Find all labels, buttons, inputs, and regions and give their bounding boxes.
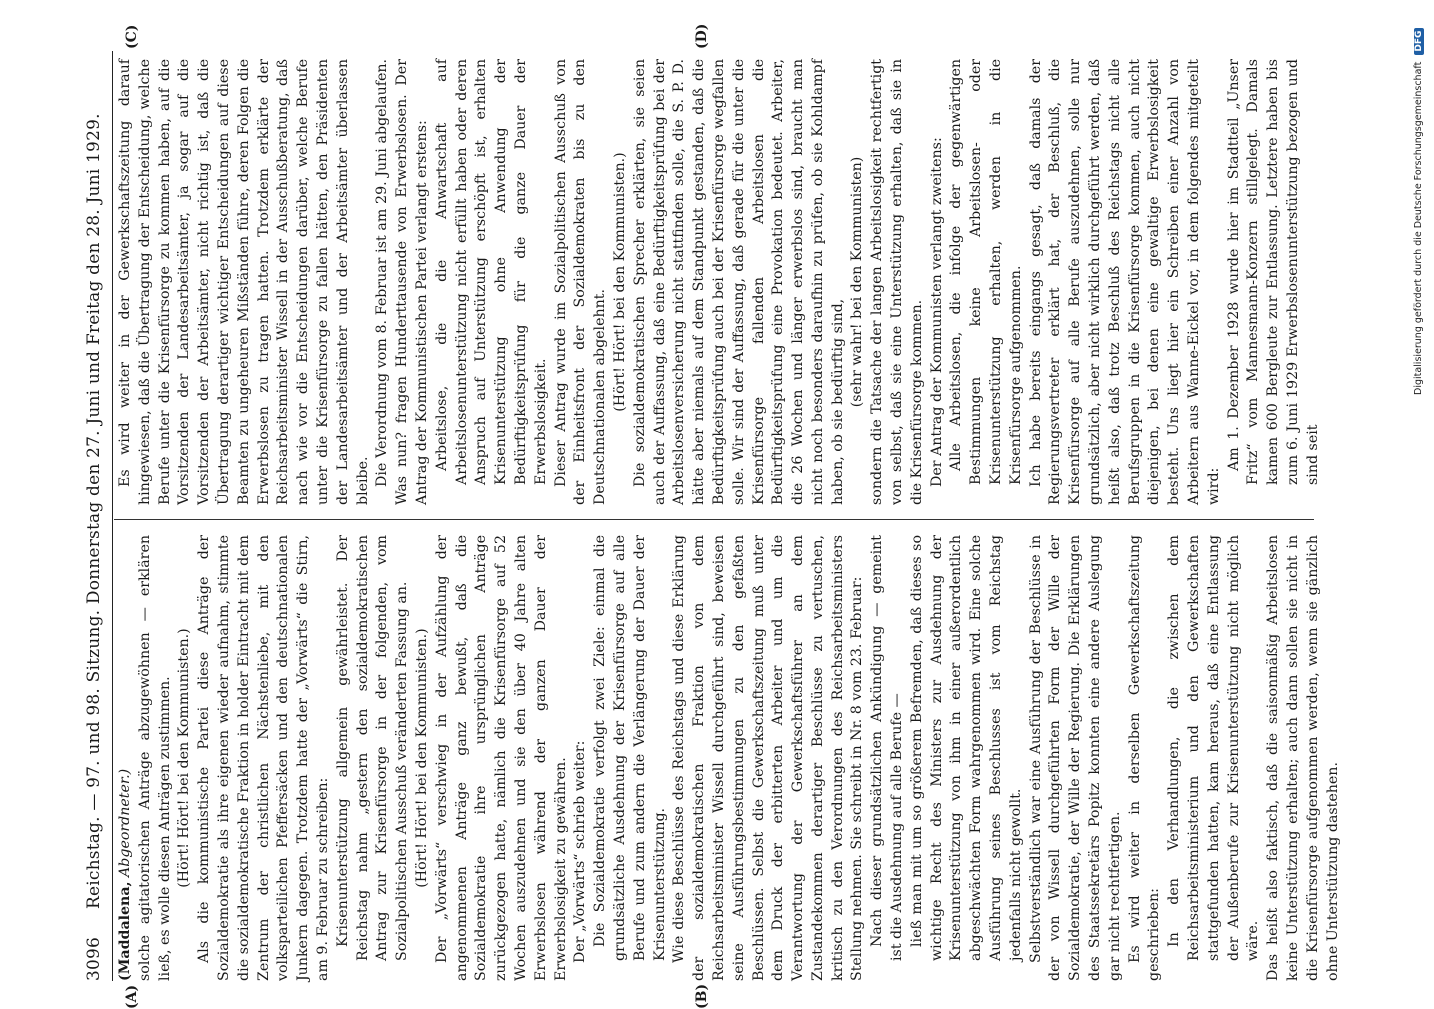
quotation: Die Sozialdemokratie verfolgt zwei Ziele: einmal die grundsätzliche Ausdehnung der Krisenfürsorge auf alle Berufe und zum andern die Verlängerung der Dauer der Krisenunterstützung. <box>592 535 668 961</box>
quotation: Alle Arbeitslosen, die infolge der gegenwärtigen Bestimmungen keine Arbeitslosen- oder Krisenunterstützung erhalten, werden in die Krisenfürsorge aufgenommen. <box>948 59 1024 485</box>
paragraph: Selbstverständlich war eine Ausführung der Beschlüsse in der von Wissell durchgeführten Form der Wille der Sozialdemokratie, der Wille der Regierung. Die Erklärungen des Staatssekretärs Popitz konnten eine andere Auslegung gar nicht rechtfertigen. <box>1027 535 1123 981</box>
dfg-logo: DFG <box>1414 28 1424 55</box>
running-title: Reichstag. — 97. und 98. Sitzung. Donnerstag den 27. Juni und Freitag den 28. Juni 1929. <box>84 113 104 909</box>
speaker-name: (Maddalena, <box>117 881 133 981</box>
paragraph: Die Verordnung vom 8. Februar ist am 29. Juni abgelaufen. Was nun? fragen Hunderttausende von Erwerbslosen. Der Antrag der Kommunistischen Partei verlangt erstens: <box>374 59 430 505</box>
quotation: Nach dieser grundsätzlichen Ankündigung — gemeint ist die Ausdehnung auf alle Berufe — <box>869 535 906 961</box>
paragraph: Der Antrag der Kommunisten verlangt zweitens: <box>928 137 945 487</box>
page-header <box>84 51 110 981</box>
quotation: ließ man mit um so größerem Befremden, daß dieses so wichtige Recht des Ministers zur Ausdehnung der Krisenunterstützung von ihm in einer außerordentlich abgeschwächten Form wahrgenommen wird. Eine solche Ausführung seines Beschlusses ist vom Reichstag jedenfalls nicht gewollt. <box>908 535 1024 961</box>
digitization-credit <box>1413 5 1429 395</box>
page-number: 3096 <box>84 936 104 981</box>
paragraph: Ich habe bereits eingangs gesagt, daß damals der Regierungsvertreter erklärt hat, der Beschluß, die Krisenfürsorge auf alle Berufe auszudehnen, solle nur grundsätzlich, aber nicht wirklich durchgeführt werden, daß heißt also, daß trotz Beschluß des Reichstags nicht alle Berufsgruppen in die Krisenfürsorge kommen, auch nicht diejenigen, bei denen eine gewaltige Erwerbslosigkeit besteht. Uns liegt hier ein Schreiben einer Anzahl von Arbeitern aus Wanne-Eickel vor, in dem folgendes mitgeteilt wird: <box>1027 59 1222 505</box>
right-column <box>116 59 1321 505</box>
quotation: Am 1. Dezember 1928 wurde hier im Stadtteil „Unser Fritz“ vom Mannesmann-Konzern stillgelegt. Damals kamen 600 Bergleute zur Entlassung. Letztere haben bis zum 6. Juni 1929 Erwerbslosenunterstützung bezogen und sind seit <box>1225 59 1321 485</box>
paragraph: Als die kommunistische Partei diese Anträge der Sozialdemokratie als ihre eigenen wieder aufnahm, stimmte die sozialdemokratische Fraktion in holder Eintracht mit dem Zentrum der christlichen Nächstenliebe, mit den volksparteilichen Pfeffersäcken und den deutschnationalen Junkern dagegen. Trotzdem hatte der „Vorwärts“ die Stirn, am 9. Februar zu schreiben: <box>196 535 331 981</box>
paragraph: Der „Vorwärts“ verschwieg in der Aufzählung der angenommenen Anträge ganz bewußt, daß die Sozialdemokratie ihre ursprünglichen Anträge zurückgezogen hatte, nämlich die Krisenfürsorge auf 52 Wochen auszudehnen und sie den über 40 Jahre alten Erwerbslosen während der ganzen Dauer der Erwerbslosigkeit zu gewähren. <box>433 535 569 981</box>
paragraph: Es wird weiter in der Gewerkschaftszeitung darauf hingewiesen, daß die Übertragung der Entscheidung, welche Berufe unter die Krisenfürsorge zu kommen haben, auf die Vorsitzenden der Landesarbeitsämter, ja sogar auf die Vorsitzenden der Arbeitsämter, nicht richtig ist, daß die Übertragung derartiger wichtiger Entscheidungen auf diese Beamten zu ungeheuren Mißständen führe, deren Folgen die Erwerbslosen zu tragen hatten. Trotzdem erklärte der Reichsarbeitsminister Wissell in der Ausschußberatung, daß nach wie vor die Entscheidungen darüber, welche Berufe unter die Krisenfürsorge zu fallen hätten, den Präsidenten der Landesarbeitsämter und der Arbeitsämter überlassen bleibe. <box>117 59 371 505</box>
paragraph: Wie diese Beschlüsse des Reichstags und diese Erklärung der sozialdemokratischen Fraktion von dem Reichsarbeitsminister Wissell durchgeführt sind, beweisen seine Ausführungsbestimmungen zu den gefaßten Beschlüssen. Selbst die Gewerkschaftszeitung muß unter dem Druck der erbitterten Arbeiter und um die Verantwortung der Gewerkschaftsführer an dem Zustandekommen derartiger Beschlüsse zu vertuschen, kritisch zu den Verordnungen des Reichsarbeitsministers Stellung nehmen. Sie schreibt in Nr. 8 vom 23. Februar: <box>671 535 866 981</box>
paragraph: Dieser Antrag wurde im Sozialpolitischen Ausschuß von der Einheitsfront der Sozialdemokraten bis zu den Deutschnationalen abgelehnt. <box>552 59 609 505</box>
quotation: Arbeitslose, die die Anwartschaft auf Arbeitslosenunterstützung nicht erfüllt haben oder deren Anspruch auf Unterstützung erschöpft ist, erhalten Krisenunterstützung ohne Anwendung der Bedürftigkeitsprüfung für die ganze Dauer der Erwerbslosigkeit. <box>433 59 549 485</box>
margin-marker-c: (C) <box>124 24 140 49</box>
interjection: (Hört! Hört! bei den Kommunisten.) <box>413 628 430 888</box>
quotation: In den Verhandlungen, die zwischen dem Reichsarbeitsministerium und den Gewerkschaften stattgefunden hatten, kam heraus, daß eine Entlassung der Außenberufe zur Krisenunterstützung nicht möglich wäre. <box>1166 535 1262 961</box>
interjection: (Hört! Hört! bei den Kommunisten.) <box>611 152 628 412</box>
credit-text-wrap <box>1413 28 1424 395</box>
margin-marker-d: (D) <box>694 23 710 49</box>
column-divider <box>114 519 1314 520</box>
credit-text: Digitalisierung gefördert durch die Deutsche Forschungsgemeinschaft <box>1413 61 1424 395</box>
margin-marker-a: (A) <box>124 984 140 1009</box>
paragraph: Das heißt also faktisch, daß die saisonmäßig Arbeitslosen keine Unterstützung erhalten; auch dann sollen sie nicht in die Krisenfürsorge aufgenommen werden, wenn sie gänzlich ohne Unterstützung dastehen. <box>1265 535 1341 981</box>
paragraph: Der „Vorwärts“ schrieb weiter: <box>572 740 589 963</box>
speaker-line <box>116 535 136 981</box>
header-rule <box>112 51 113 981</box>
quotation: Krisenunterstützung allgemein gewährleistet. Der Reichstag nahm „gestern den sozialdemokratischen Antrag zur Krisenfürsorge in der folgenden, vom Sozialpolitischen Ausschuß veränderten Fassung an. <box>334 535 411 961</box>
interjection: (Hört! Hört! bei den Kommunisten.) <box>176 628 193 888</box>
interjection: (sehr wahr! bei den Kommunisten) <box>849 156 866 408</box>
paragraph: sondern die Tatsache der langen Arbeitslosigkeit rechtfertigt von selbst, daß sie eine Unterstützung erhalten, daß sie in die Krisenfürsorge kommen. <box>869 59 925 505</box>
left-column <box>116 535 1341 981</box>
paragraph: Die sozialdemokratischen Sprecher erklärten, sie seien auch der Auffassung, daß eine Bedürftigkeitsprüfung bei der Arbeitslosenversicherung nicht stattfinden solle, die S. P. D. hätte aber niemals auf dem Standpunkt gestanden, daß die Bedürftigkeitsprüfung auch bei der Krisenfürsorge wegfallen solle. Wir sind der Auffassung, daß gerade für die unter die Krisenfürsorge fallenden Arbeitslosen die Bedürftigkeitsprüfung eine Provokation bedeutet. Arbeiter, die 26 Wochen und länger erwerbslos sind, braucht man nicht noch besonders daraufhin zu prüfen, ob sie Kohldampf haben, ob sie bedürftig sind, <box>631 59 846 505</box>
rotated-page <box>84 23 1341 1009</box>
margin-marker-b: (B) <box>694 983 710 1009</box>
paragraph: solche agitatorischen Anträge abzugewöhnen — erklären ließ, es wolle diesen Anträgen zustimmen. <box>136 535 173 981</box>
paragraph: Es wird weiter in derselben Gewerkschaftszeitung geschrieben: <box>1126 535 1163 981</box>
speaker-role: Abgeordneter.) <box>117 768 133 877</box>
